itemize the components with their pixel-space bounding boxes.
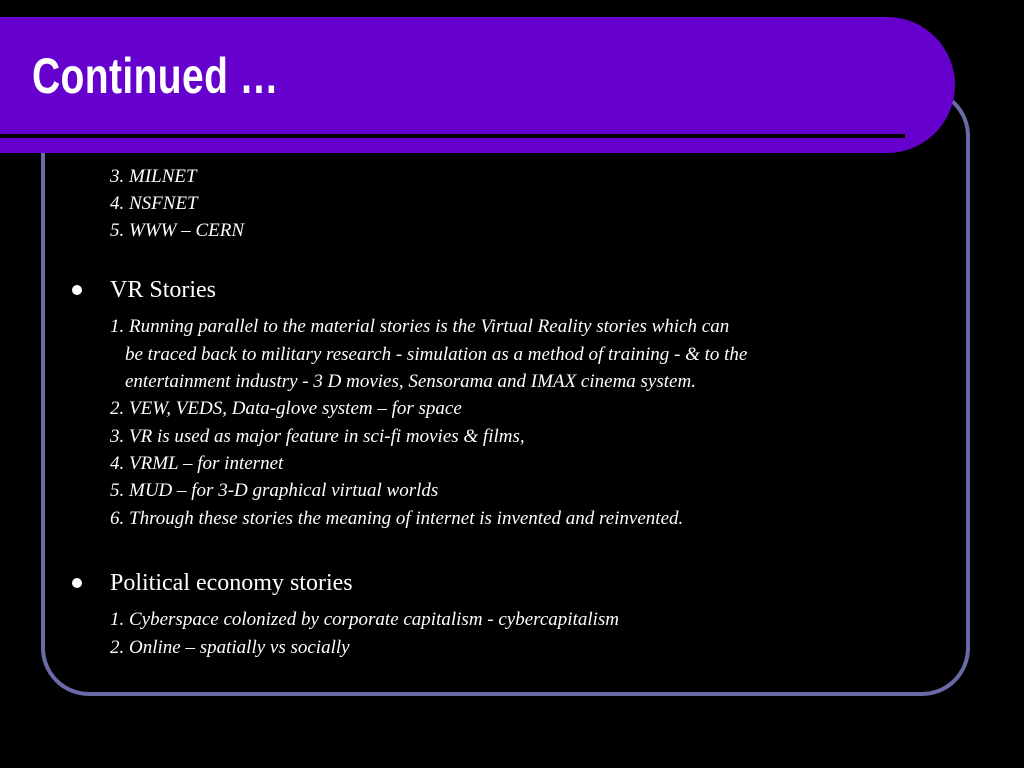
list-item: 2. Online – spatially vs socially bbox=[110, 637, 350, 658]
list-item: 4. VRML – for internet bbox=[110, 453, 284, 474]
list-item: 5. WWW – CERN bbox=[110, 220, 245, 241]
list-item: 1. Running parallel to the material stories is the Virtual Reality stories which can bbox=[110, 316, 730, 337]
bullet-icon bbox=[72, 285, 82, 295]
list-item: 3. MILNET bbox=[110, 166, 197, 187]
list-item: 1. Cyberspace colonized by corporate capitalism - cybercapitalism bbox=[110, 609, 620, 630]
list-item: 2. VEW, VEDS, Data-glove system – for space bbox=[110, 398, 462, 419]
bullet-label: Political economy stories bbox=[110, 570, 353, 596]
bullet-icon bbox=[72, 578, 82, 588]
list-item: 5. MUD – for 3-D graphical virtual worlds bbox=[110, 480, 439, 501]
list-item-continued: be traced back to military research - simulation as a method of training - & to the bbox=[125, 344, 748, 365]
list-item-continued: entertainment industry - 3 D movies, Sensorama and IMAX cinema system. bbox=[125, 371, 696, 392]
bullet-label: VR Stories bbox=[110, 277, 217, 303]
slide-title: Continued … bbox=[32, 48, 279, 104]
list-item: 4. NSFNET bbox=[110, 193, 198, 214]
list-item: 3. VR is used as major feature in sci-fi movies & films, bbox=[110, 426, 525, 447]
list-item: 6. Through these stories the meaning of internet is invented and reinvented. bbox=[110, 508, 684, 529]
